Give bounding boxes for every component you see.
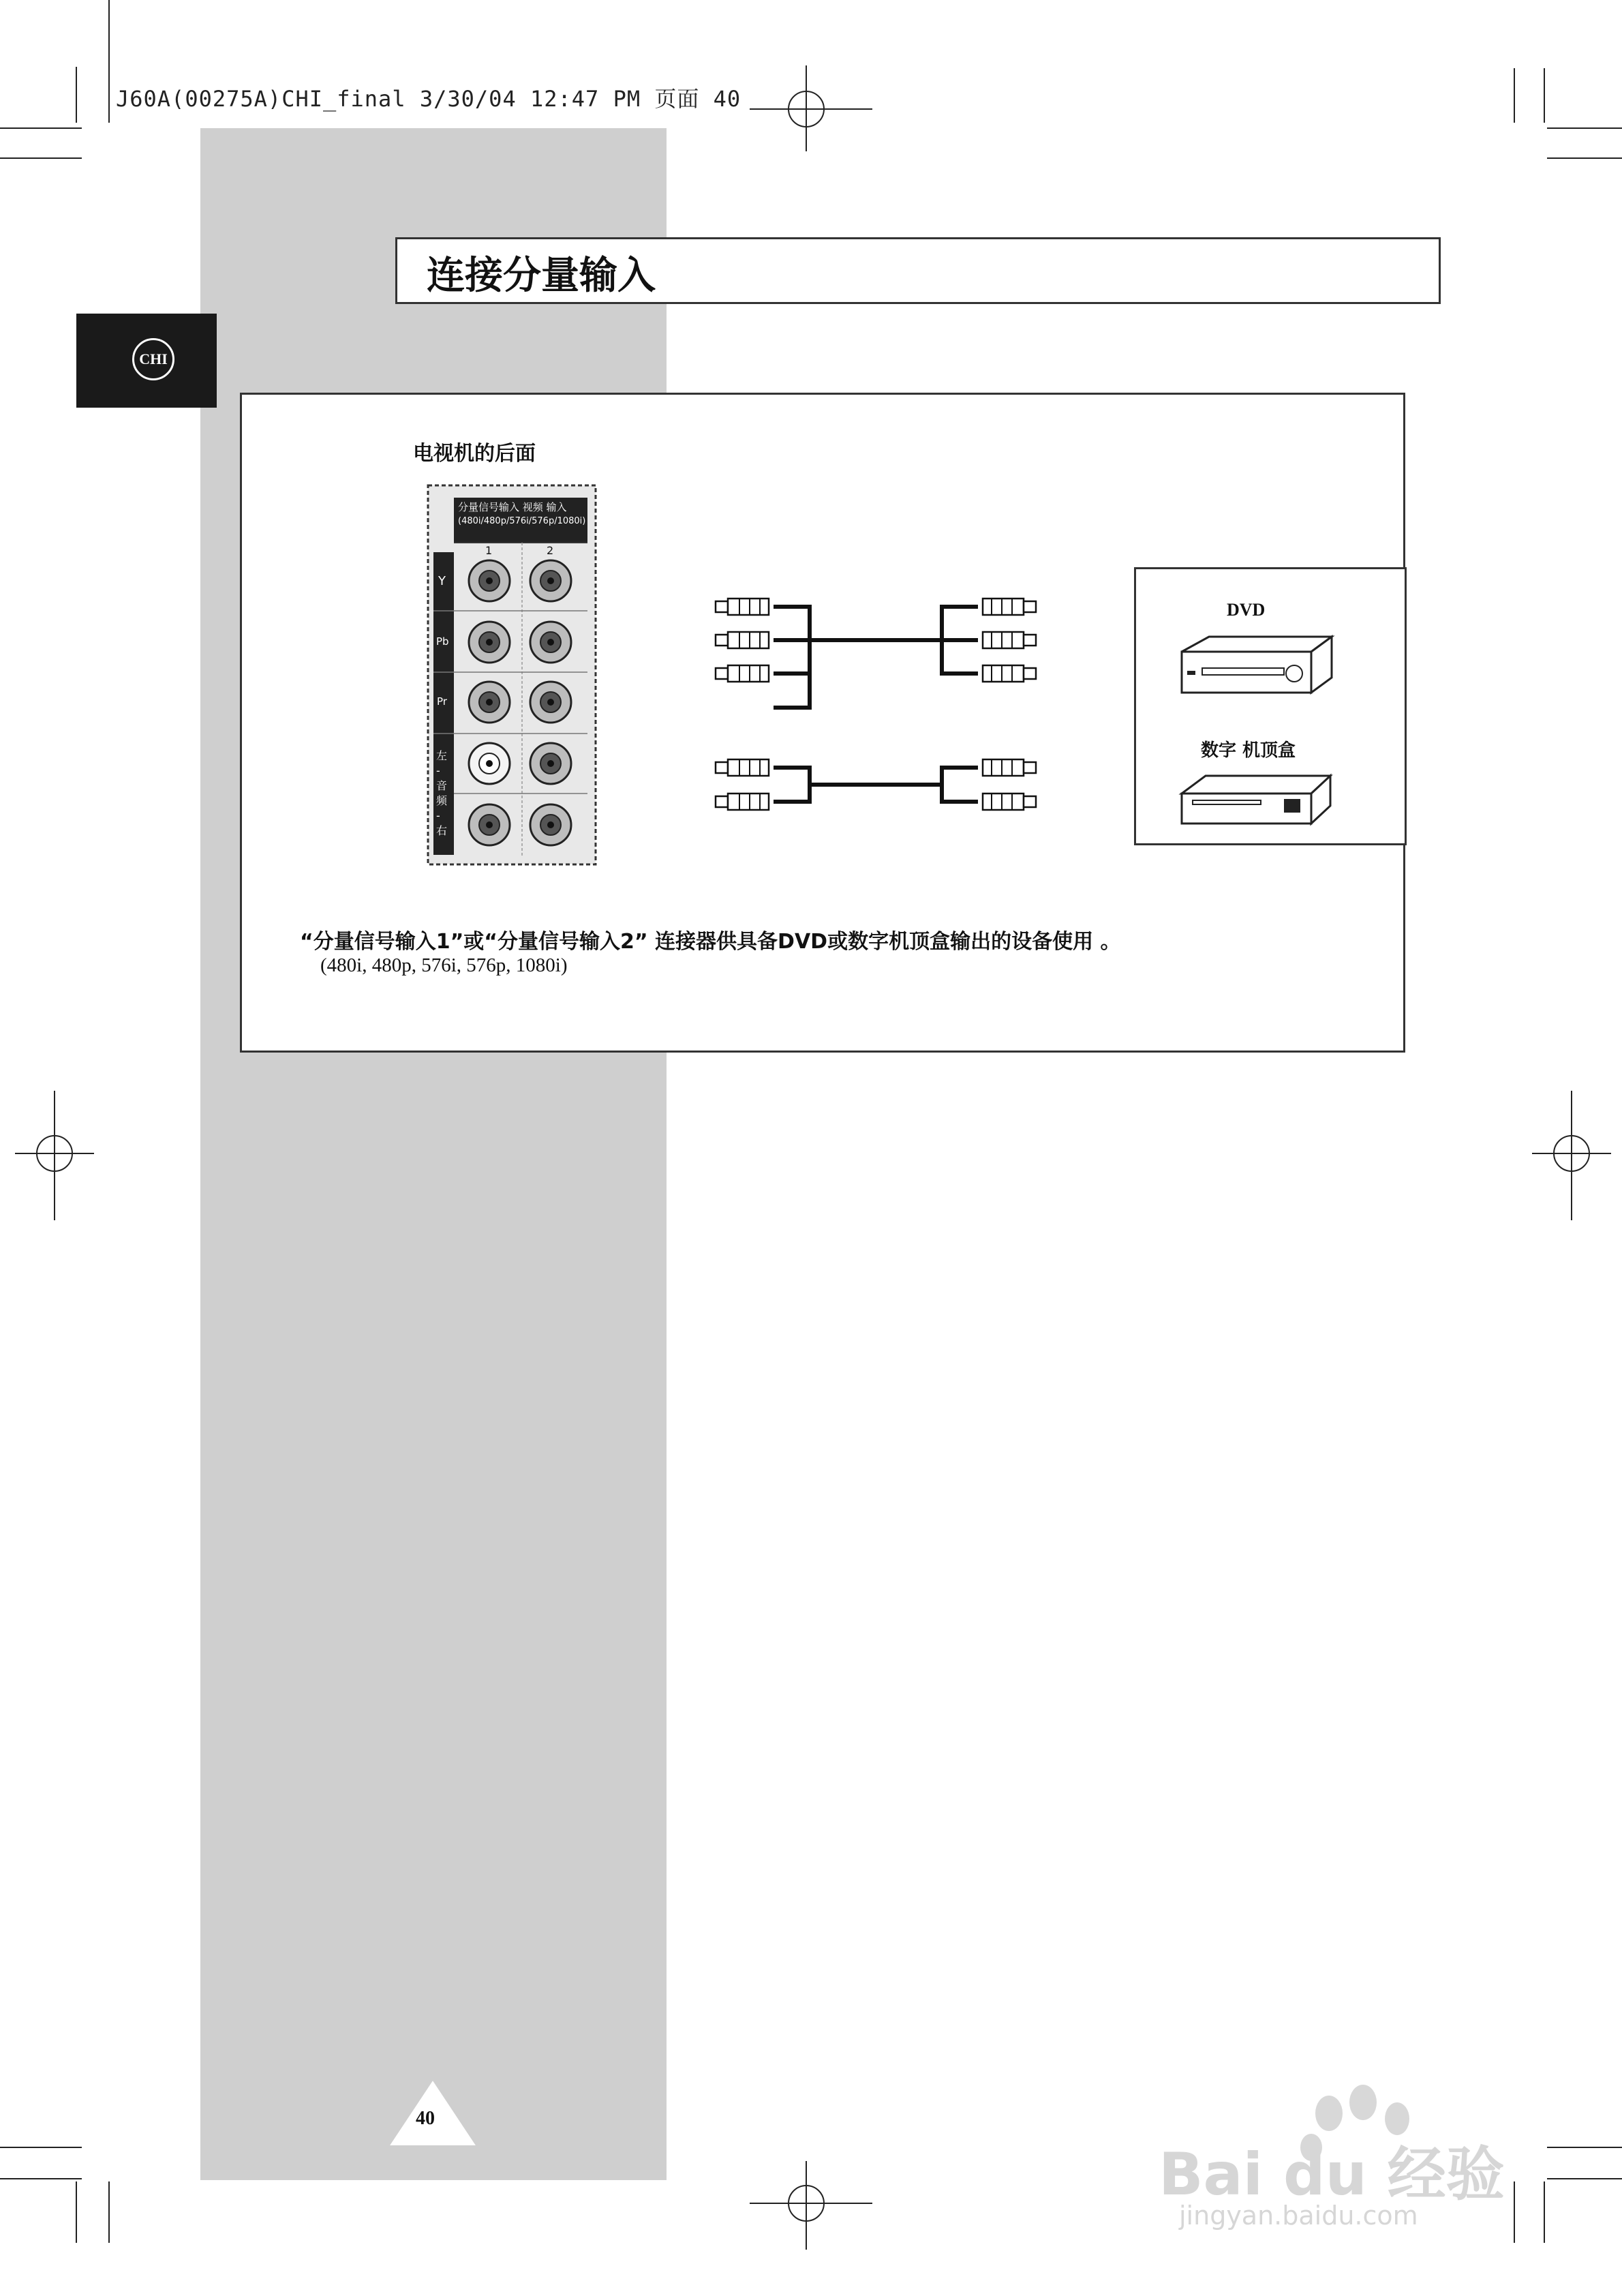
watermark: [1159, 2079, 1540, 2236]
row-label-pb: Pb: [436, 635, 449, 648]
set-top-box-icon: [1168, 766, 1338, 834]
column-label-1: 1: [485, 544, 493, 557]
tv-back-panel: [427, 484, 597, 866]
row-label-y: Y: [438, 574, 446, 588]
component-cable-diagram: [709, 586, 1050, 825]
panel-header-line1: 分量信号输入 视频 输入: [458, 501, 567, 513]
row-label-audio: 左 - 音频 - 右: [436, 749, 448, 837]
page-number: 40: [416, 2108, 435, 2129]
dvd-player-icon: [1168, 631, 1338, 699]
dvd-label: DVD: [1227, 600, 1266, 620]
watermark-url: jingyan.baidu.com: [1179, 2201, 1418, 2231]
print-slug: J60A(00275A)CHI_final 3/30/04 12:47 PM 页面 40: [116, 86, 741, 112]
rca-plug-left: [716, 599, 769, 810]
set-top-box-label: 数字 机顶盒: [1201, 740, 1296, 761]
section-title: 连接分量输入: [427, 254, 656, 298]
column-label-2: 2: [547, 544, 554, 557]
language-tab-label: CHI: [132, 338, 174, 380]
panel-header-line2: (480i/480p/576i/576p/1080i): [458, 516, 586, 526]
rca-plug-right: [983, 599, 1036, 810]
note-resolutions: (480i, 480p, 576i, 576p, 1080i): [320, 954, 568, 976]
watermark-brand: Bai du 经验: [1159, 2141, 1505, 2209]
tv-back-caption: 电视机的后面: [413, 442, 536, 466]
note-text: “分量信号输入1”或“分量信号输入2” 连接器供具备DVD或数字机顶盒输出的设备使用 。: [300, 930, 1121, 954]
row-label-pr: Pr: [437, 695, 447, 708]
